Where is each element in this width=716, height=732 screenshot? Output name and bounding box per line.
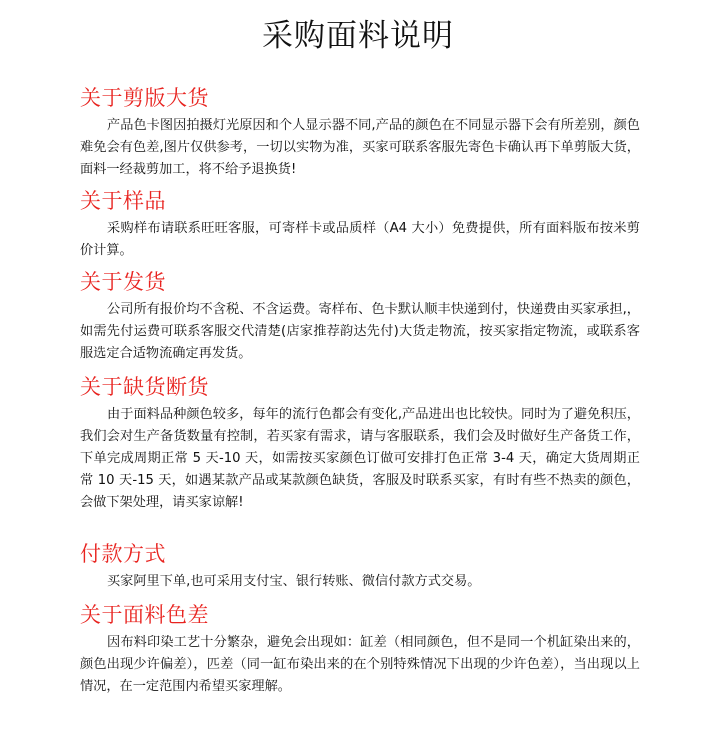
section-shipping <box>80 267 640 365</box>
section-body: 采购样布请联系旺旺客服，可寄样卡或品质样（A4 大小）免费提供，所有面料版布按米剪价计算。 <box>80 221 640 258</box>
section-body: 由于面料品种颜色较多，每年的流行色都会有变化,产品进出也比较快。同时为了避免积压，我们会对生产备货数量有控制，若买家有需求，请与客服联系，我们会及时做好生产备货工作，下单完成周期正常 5 天-10 天，如需按买家颜色订做可安排打色正常 3-4 天，确定大货周期正常 10 天-15 天，如遇某款产品或某款颜色缺货，客服及时联系买家，有时有些不热卖的颜色，会做下架处理，请买家谅解! <box>80 407 640 510</box>
section-payment <box>80 539 640 593</box>
section-body: 因布料印染工艺十分繁杂，避免会出现如：缸差（相同颜色，但不是同一个机缸染出来的，颜色出现少许偏差），匹差（同一缸布染出来的在个别特殊情况下出现的少许色差），当出现以上情况，在一定范围内希望买家理解。 <box>80 635 640 694</box>
section-body: 买家阿里下单,也可采用支付宝、银行转账、微信付款方式交易。 <box>107 574 481 589</box>
section-heading: 关于样品 <box>80 189 166 213</box>
section-out-of-stock <box>80 372 640 514</box>
section-heading: 关于缺货断货 <box>80 375 209 399</box>
section-heading: 关于面料色差 <box>80 603 209 627</box>
section-body: 公司所有报价均不含税、不含运费。寄样布、色卡默认顺丰快递到付，快递费由买家承担,，如需先付运费可联系客服交代清楚(店家推荐韵达先付)大货走物流，按买家指定物流，或联系客服选定合适物流确定再发货。 <box>80 302 640 361</box>
section-heading: 关于发货 <box>80 270 166 294</box>
page-title: 采购面料说明 <box>262 18 454 54</box>
section-heading: 关于剪版大货 <box>80 86 209 110</box>
section-cutting-bulk <box>80 83 640 181</box>
section-color-difference <box>80 600 640 698</box>
section-samples <box>80 186 640 262</box>
section-heading: 付款方式 <box>80 542 166 566</box>
section-body: 产品色卡图因拍摄灯光原因和个人显示器不同,产品的颜色在不同显示器下会有所差别，颜色难免会有色差,图片仅供参考，一切以实物为准，买家可联系客服先寄色卡确认再下单剪版大货，面料一经裁剪加工，将不给予退换货! <box>80 118 640 177</box>
